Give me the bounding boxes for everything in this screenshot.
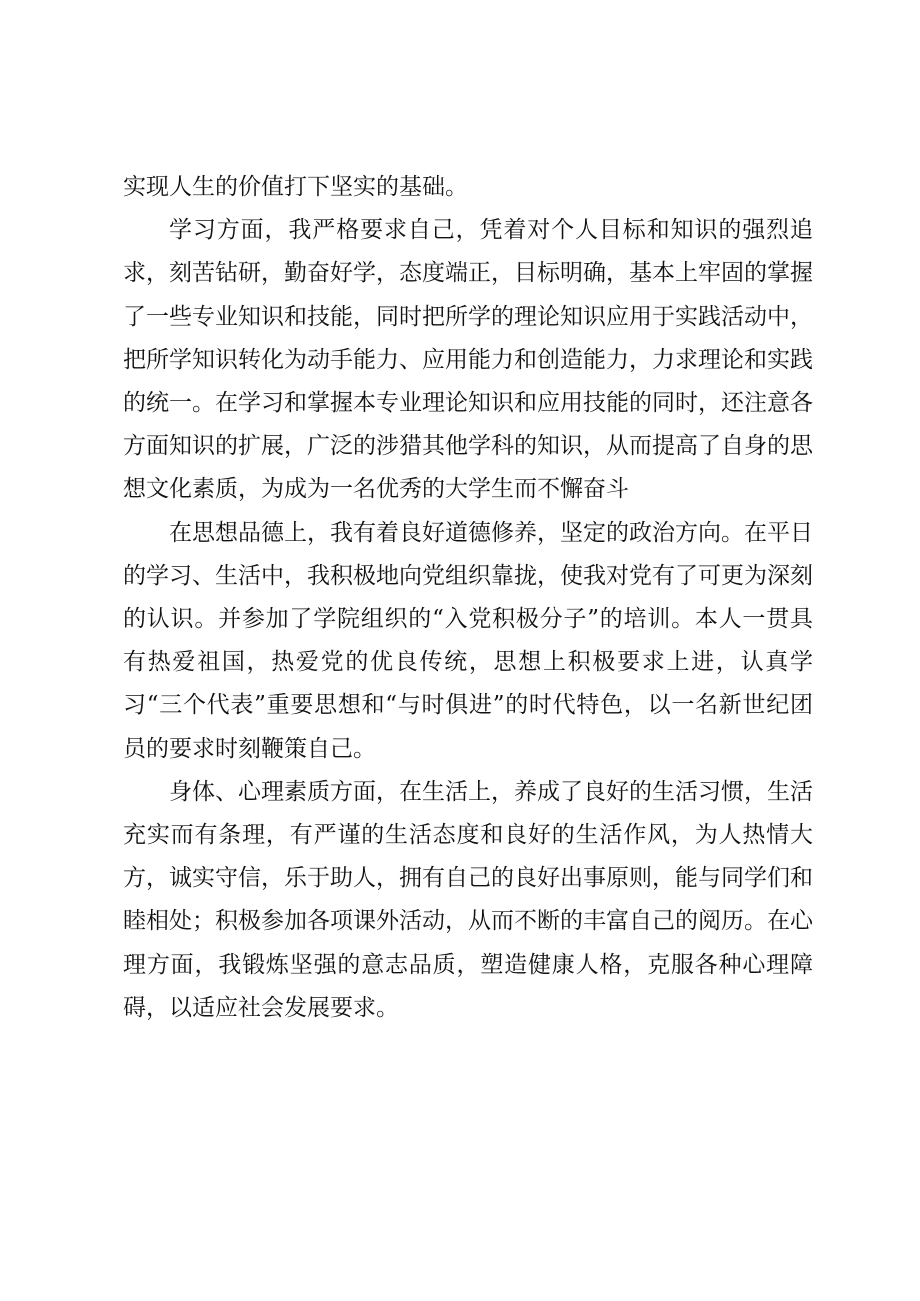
paragraph-continuation: 实现人生的价值打下坚实的基础。: [123, 174, 468, 200]
paragraph-moral: 在思想品德上，我有着良好道德修养，坚定的政治方向。在平日的学习、生活中，我积极地向党组织靠拢，使我对党有了可更为深刻的认识。并参加了学院组织的“入党积极分子”的培训。本人一贯具有热爱祖国，热爱党的优良传统，思想上积极要求上进，认真学习“三个代表”重要思想和“与时俱进”的时代特色，以一名新世纪团员的要求时刻鞭策自己。: [123, 519, 813, 762]
paragraph-study: 学习方面，我严格要求自己，凭着对个人目标和知识的强烈追求，刻苦钻研，勤奋好学，态度端正，目标明确，基本上牢固的掌握了一些专业知识和技能，同时把所学的理论知识应用于实践活动中，把所学知识转化为动手能力、应用能力和创造能力，力求理论和实践的统一。在学习和掌握本专业理论知识和应用技能的同时，还注意各方面知识的扩展，广泛的涉猎其他学科的知识，从而提高了自身的思想文化素质，为成为一名优秀的大学生而不懈奋斗: [123, 217, 813, 503]
document-body: [123, 166, 813, 1030]
paragraph-physical-mental: 身体、心理素质方面，在生活上，养成了良好的生活习惯，生活充实而有条理，有严谨的生活态度和良好的生活作风，为人热情大方，诚实守信，乐于助人，拥有自己的良好出事原则，能与同学们和睦相处；积极参加各项课外活动，从而不断的丰富自己的阅历。在心理方面，我锻炼坚强的意志品质，塑造健康人格，克服各种心理障碍，以适应社会发展要求。: [123, 778, 813, 1021]
